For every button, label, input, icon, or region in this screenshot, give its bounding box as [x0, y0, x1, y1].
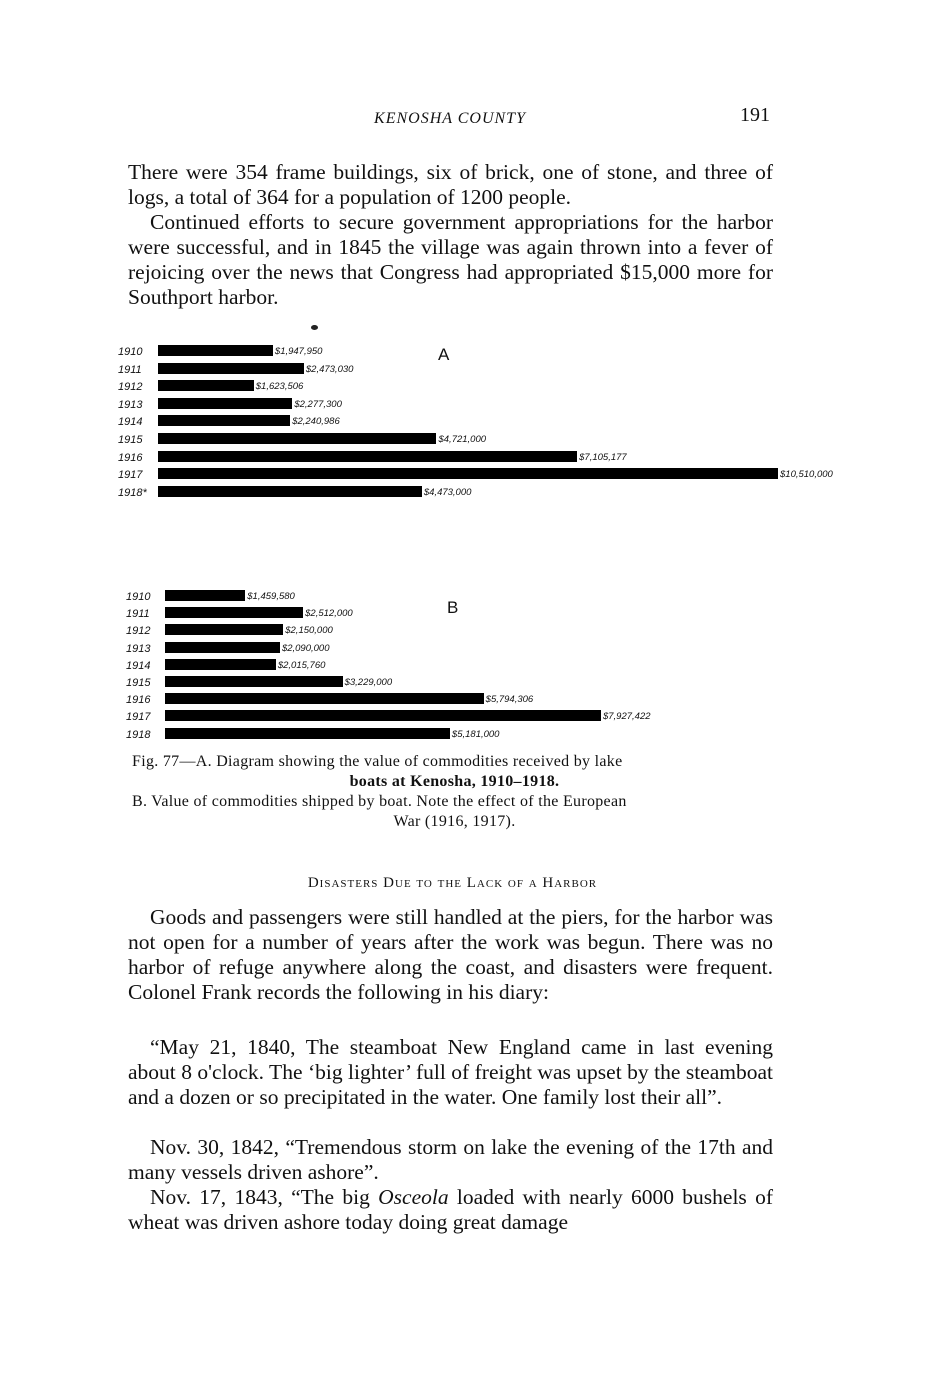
figure-caption [132, 752, 777, 832]
caption-b-main: B. Value of commodities shipped by boat. Note the effect of the European [132, 793, 627, 810]
paragraph-appropriations: Continued efforts to secure government appropriations for the harbor were successful, and in 1845 the village was again thrown into a fever of rejoicing over the news that Congress had appropriated $15,000 more for Southport harbor. [128, 210, 773, 309]
bar [165, 590, 245, 601]
chart-letter: A [438, 345, 450, 364]
value-label: $1,459,580 [247, 591, 295, 602]
running-title: KENOSHA COUNTY [374, 110, 526, 127]
year-label: 1913 [126, 642, 151, 655]
value-label: $4,721,000 [438, 434, 487, 445]
bar [165, 607, 303, 618]
value-label: $2,090,000 [281, 642, 330, 654]
caption-b-continuation: War (1916, 1917). [393, 813, 516, 830]
caption-a-continuation: boats at Kenosha, 1910–1918. [349, 773, 560, 790]
year-label: 1912 [126, 625, 151, 638]
value-label: $2,150,000 [285, 625, 333, 637]
year-label: 1911 [118, 363, 142, 376]
diary-1843-start: Nov. 17, 1843, “The big [150, 1185, 379, 1209]
bar [158, 451, 577, 462]
value-label: $7,105,177 [579, 451, 627, 463]
bar [165, 676, 343, 687]
year-label: 1914 [126, 659, 151, 672]
page-number: 191 [740, 104, 770, 126]
value-label: $2,240,986 [292, 416, 340, 428]
year-label: 1915 [118, 434, 143, 446]
bar [165, 642, 280, 653]
bar [158, 363, 304, 374]
bar [165, 728, 450, 739]
year-label: 1916 [118, 451, 143, 464]
value-label: $5,181,000 [451, 728, 500, 740]
year-label: 1917 [126, 711, 151, 724]
bar [165, 659, 276, 670]
bar [165, 710, 601, 721]
bar-chart-b [0, 590, 925, 750]
bar-chart-a [0, 345, 925, 520]
year-label: 1910 [118, 346, 143, 358]
bar [158, 415, 290, 426]
chart-letter: B [447, 598, 459, 617]
value-label: $4,473,000 [423, 486, 472, 498]
value-label: $2,512,000 [305, 608, 353, 620]
value-label: $2,277,300 [294, 398, 342, 410]
paragraph-population: There were 354 frame buildings, six of brick, one of stone, and three of logs, a total of 364 for a population of 1200 people. [128, 160, 773, 209]
value-label: $10,510,000 [780, 469, 833, 481]
running-head [130, 104, 770, 134]
bar [158, 345, 273, 356]
value-label: $3,229,000 [344, 677, 393, 688]
bar [165, 693, 484, 704]
year-label: 1913 [118, 398, 143, 411]
paragraph-diary-1840: “May 21, 1840, The steamboat New England came in last evening about 8 o'clock. The ‘big lighter’ full of freight was upset by the steamboat and a dozen or so precipitated in the water. One family lost their all”. [128, 1035, 773, 1109]
year-label: 1912 [118, 381, 143, 394]
bar [158, 468, 778, 479]
bar [158, 433, 436, 444]
ship-name-osceola: Osceola [378, 1185, 449, 1209]
caption-a-main: Fig. 77—A. Diagram showing the value of commodities received by lake [132, 753, 623, 770]
bar [158, 380, 254, 391]
diary-1843-end: loaded with nearly 6000 bushels of wheat was driven ashore today doing great damage [128, 1185, 773, 1234]
value-label: $2,015,760 [277, 659, 326, 671]
year-label: 1918* [118, 486, 147, 499]
value-label: $2,473,030 [305, 363, 354, 375]
paragraph-piers: Goods and passengers were still handled at the piers, for the harbor was not open for a number of years after the work was begun. There was no harbor of refuge anywhere along the coast, and disasters were frequent. Colonel Frank records the following in his diary: [128, 905, 773, 1004]
value-label: $1,947,950 [274, 346, 323, 357]
value-label: $7,927,422 [602, 711, 651, 723]
year-label: 1918 [126, 728, 151, 741]
year-label: 1910 [126, 591, 151, 603]
value-label: $5,794,306 [485, 694, 534, 706]
section-heading: Disasters Due to the Lack of a Harbor [307, 875, 598, 891]
year-label: 1911 [126, 608, 150, 621]
print-speck [311, 325, 318, 330]
bar [165, 624, 283, 635]
year-label: 1916 [126, 694, 151, 707]
value-label: $1,623,506 [255, 381, 304, 393]
year-label: 1917 [118, 469, 143, 482]
bar [158, 398, 292, 409]
year-label: 1914 [118, 416, 143, 429]
paragraph-diary-1842: Nov. 30, 1842, “Tremendous storm on lake the evening of the 17th and many vessels driven ashore”. [128, 1135, 773, 1184]
paragraph-diary-1843 [128, 1185, 773, 1235]
year-label: 1915 [126, 677, 151, 689]
bar [158, 486, 422, 497]
